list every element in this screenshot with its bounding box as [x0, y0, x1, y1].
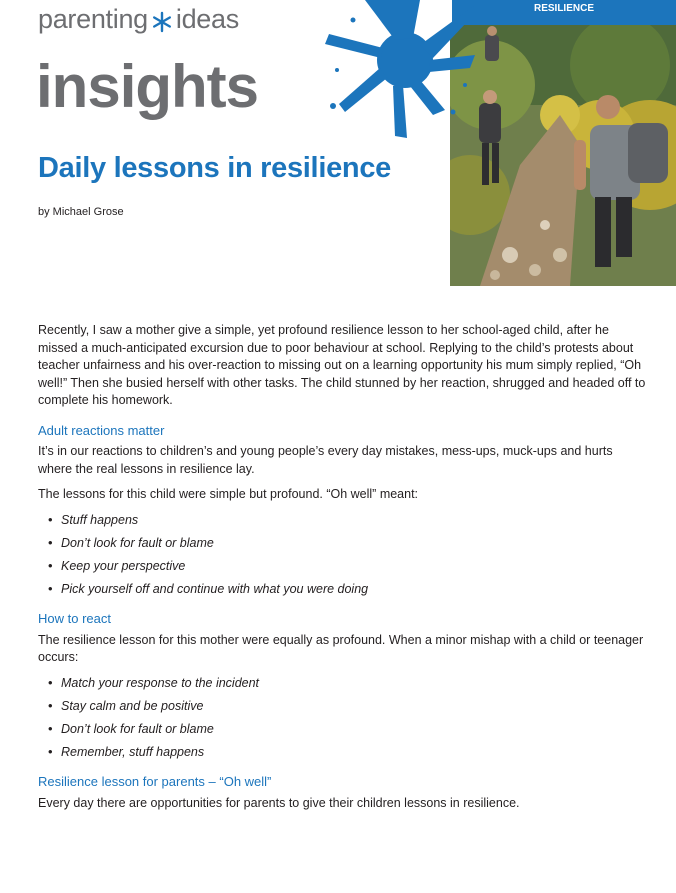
- section-heading-how-to-react: How to react: [38, 611, 111, 626]
- list-item: • Keep your perspective: [38, 558, 648, 576]
- bullet-list: [38, 675, 648, 762]
- brand-logo-left: parenting: [38, 4, 148, 34]
- article-title: Daily lessons in resilience: [38, 152, 391, 184]
- bullet-list: [38, 512, 648, 599]
- list-item: • Stuff happens: [38, 512, 648, 530]
- brand-logo: [38, 4, 239, 35]
- article-byline: by Michael Grose: [38, 206, 124, 218]
- series-title: insights: [36, 53, 259, 120]
- intro-paragraph: Recently, I saw a mother give a simple, yet profound resilience lesson to her school-aged child, after he missed a much-anticipated excursion due to poor behaviour at school. Replying to the child’s protests about teacher unfairness and his over-reaction to missing out on a learning opportunity his mum simply replied, “Oh well!” Then she busied herself with other tasks. The child stunned by her reaction, shrugged and headed off to complete his homework.: [38, 323, 646, 407]
- category-tag: RESILIENCE: [452, 0, 676, 25]
- brand-logo-right: ideas: [175, 4, 239, 34]
- paragraph: Every day there are opportunities for parents to give their children lessons in resilience.: [38, 795, 520, 810]
- list-item: • Stay calm and be positive: [38, 698, 648, 716]
- paragraph: The resilience lesson for this mother were equally as profound. When a minor mishap with a child or teenager occurs:: [38, 632, 644, 664]
- list-item: • Don’t look for fault or blame: [38, 535, 648, 553]
- paragraph: It’s in our reactions to children’s and young people’s every day mistakes, mess-ups, muck-ups and hurts where the real lessons in resilience lay.: [38, 444, 613, 476]
- paint-splash-icon: [325, 0, 475, 140]
- article-body: [38, 322, 648, 820]
- paragraph: The lessons for this child were simple but profound. “Oh well” meant:: [38, 487, 419, 501]
- snowflake-icon: [151, 9, 173, 31]
- hero-photo: [450, 25, 676, 286]
- section-heading-resilience-lesson: Resilience lesson for parents – “Oh well”: [38, 774, 272, 789]
- list-item: • Pick yourself off and continue with what you were doing: [38, 581, 648, 599]
- list-item: • Don’t look for fault or blame: [38, 721, 648, 739]
- list-item: • Remember, stuff happens: [38, 744, 648, 762]
- section-heading-adult-reactions: Adult reactions matter: [38, 422, 165, 438]
- list-item: • Match your response to the incident: [38, 675, 648, 693]
